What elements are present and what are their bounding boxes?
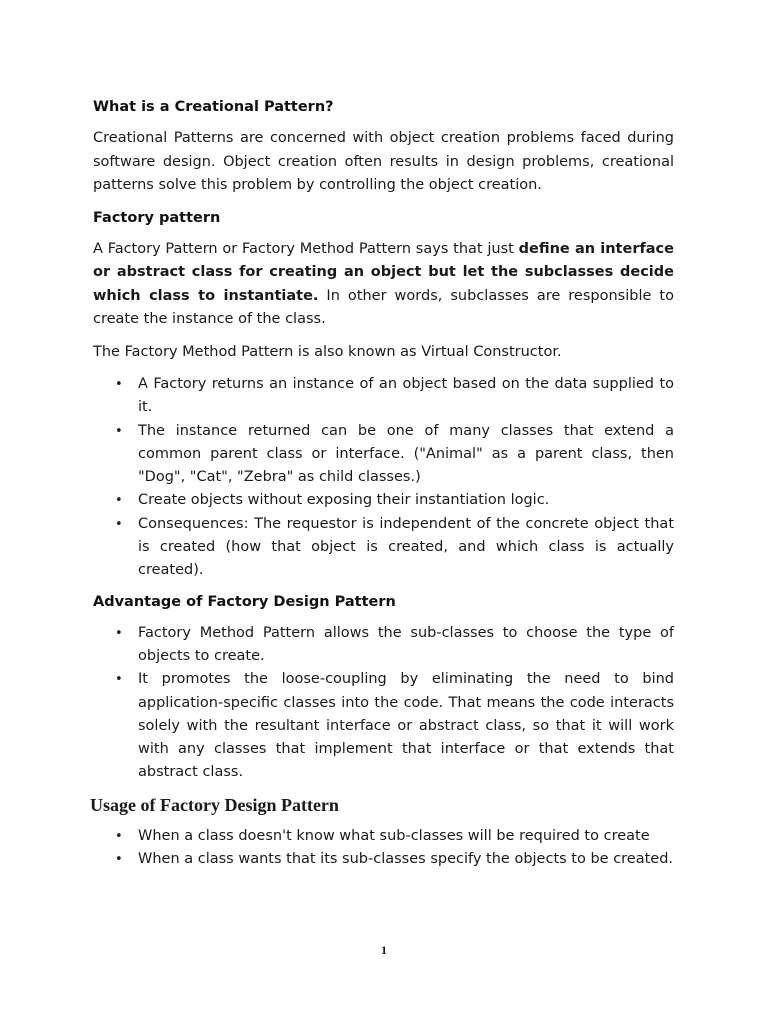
document-content (90, 96, 674, 879)
heading-creational-pattern: What is a Creational Pattern? (93, 99, 334, 115)
bullet-icon: • (115, 423, 123, 439)
bullet-icon: • (115, 625, 123, 641)
factory-bullet-list (93, 373, 674, 583)
list-item: • Create objects without exposing their instantiation logic. (93, 489, 674, 512)
list-item: • When a class wants that its sub-classes specify the objects to be created. (93, 848, 674, 871)
factory-definition-start: A Factory Pattern or Factory Method Pattern says that just (93, 240, 519, 257)
list-item: • Factory Method Pattern allows the sub-classes to choose the type of objects to create. (93, 622, 674, 669)
bullet-icon: • (115, 828, 123, 844)
list-item: • It promotes the loose-coupling by eliminating the need to bind application-specific classes into the code. That means the code interacts solely with the resultant interface or abstract class, so that it will work with any classes that implement that interface or that extends that abstract class. (93, 668, 674, 784)
list-item: • A Factory returns an instance of an object based on the data supplied to it. (93, 373, 674, 420)
usage-bullet-list (93, 825, 674, 872)
paragraph-factory-definition (93, 238, 674, 332)
heading-factory-pattern: Factory pattern (93, 209, 221, 226)
paragraph-virtual-constructor: The Factory Method Pattern is also known as Virtual Constructor. (93, 343, 562, 360)
bullet-icon: • (115, 852, 123, 868)
factory-definition-bold: define an interface or abstract class for creating an object but let the subclasses decide which class to instantiate. (93, 240, 674, 304)
list-item: • When a class doesn't know what sub-classes will be required to create (93, 825, 674, 848)
list-item: • Consequences: The requestor is independent of the concrete object that is created (how that object is created, and which class is actually created). (93, 513, 674, 583)
bullet-icon: • (115, 493, 123, 509)
list-item: • The instance returned can be one of many classes that extend a common parent class or interface. ("Animal" as a parent class, then "Dog", "Cat", "Zebra" as child classes.) (93, 420, 674, 490)
bullet-icon: • (115, 672, 123, 688)
factory-definition-end: In other words, subclasses are responsible to create the instance of the class. (93, 287, 674, 327)
heading-advantage: Advantage of Factory Design Pattern (93, 593, 396, 610)
advantage-bullet-list (93, 622, 674, 785)
heading-usage: Usage of Factory Design Pattern (90, 794, 339, 815)
bullet-icon: • (115, 377, 123, 392)
bullet-icon: • (115, 516, 123, 532)
page-number: 1 (381, 943, 387, 957)
paragraph-creational-pattern: Creational Patterns are concerned with object creation problems faced during software design. Object creation often results in design problems, creational patterns solve this problem by controlling the object creation. (93, 130, 674, 193)
